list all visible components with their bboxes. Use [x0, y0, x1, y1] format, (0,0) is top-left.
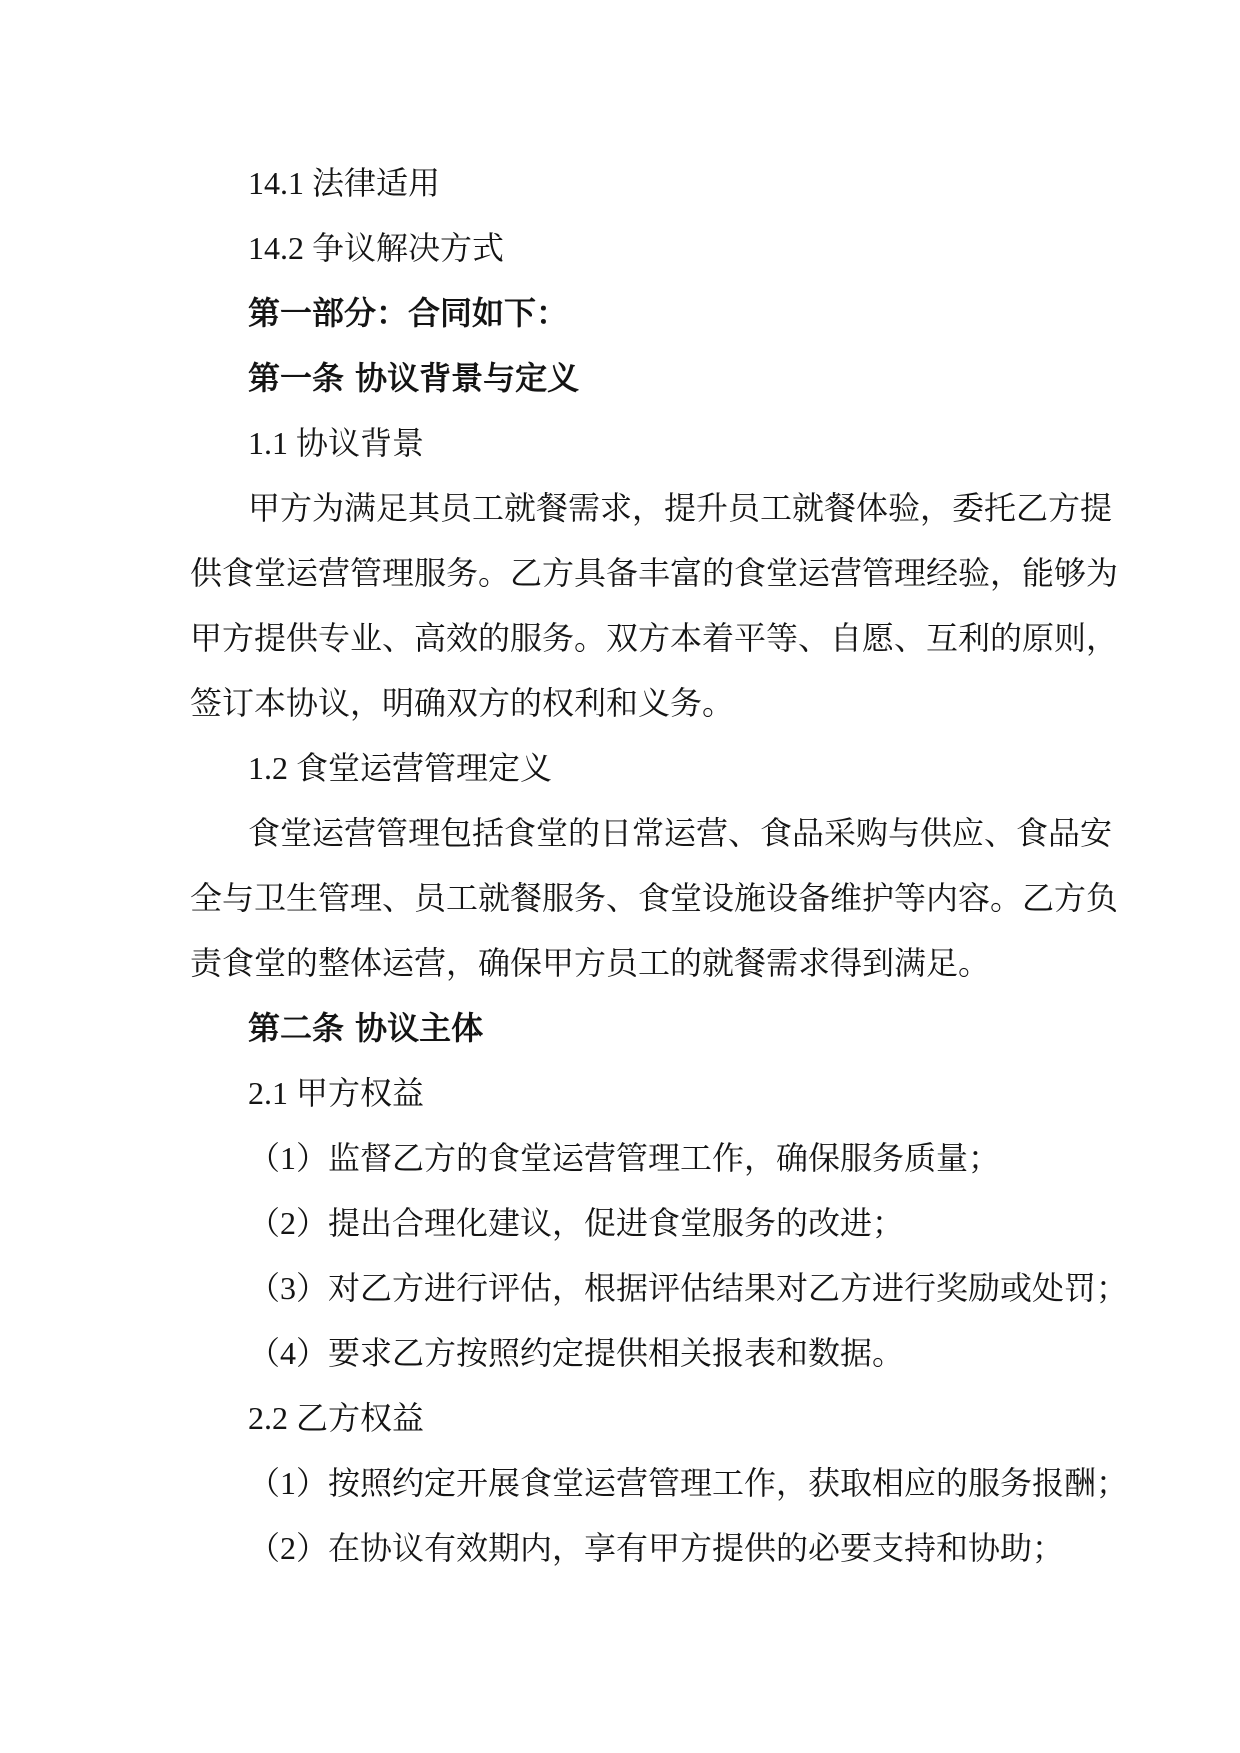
- definition-paragraph-line-3: 责食堂的整体运营，确保甲方员工的就餐需求得到满足。: [190, 945, 991, 981]
- background-paragraph-line-2: 供食堂运营管理服务。乙方具备丰富的食堂运营管理经验，能够为: [190, 555, 1119, 591]
- article-two-heading: 第二条 协议主体: [248, 1009, 484, 1047]
- party-b-right-1: （1）按照约定开展食堂运营管理工作，获取相应的服务报酬；: [248, 1465, 1129, 1501]
- article-one-heading: 第一条 协议背景与定义: [248, 359, 580, 397]
- section-1-2-heading: 1.2 食堂运营管理定义: [248, 750, 553, 786]
- party-b-right-2: （2）在协议有效期内，享有甲方提供的必要支持和协助；: [248, 1530, 1065, 1566]
- background-paragraph-line-3: 甲方提供专业、高效的服务。双方本着平等、自愿、互利的原则，: [190, 620, 1119, 656]
- section-14-1-heading: 14.1 法律适用: [248, 165, 441, 201]
- section-14-2-heading: 14.2 争议解决方式: [248, 230, 505, 266]
- party-a-right-1: （1）监督乙方的食堂运营管理工作，确保服务质量；: [248, 1140, 1001, 1176]
- party-a-right-2: （2）提出合理化建议，促进食堂服务的改进；: [248, 1205, 905, 1241]
- party-a-right-3: （3）对乙方进行评估，根据评估结果对乙方进行奖励或处罚；: [248, 1270, 1129, 1306]
- background-paragraph-line-4: 签订本协议，明确双方的权利和义务。: [190, 685, 735, 721]
- definition-paragraph-line-2: 全与卫生管理、员工就餐服务、食堂设施设备维护等内容。乙方负: [190, 880, 1119, 916]
- party-a-right-4: （4）要求乙方按照约定提供相关报表和数据。: [248, 1335, 905, 1371]
- section-2-1-heading: 2.1 甲方权益: [248, 1075, 425, 1111]
- part-one-heading: 第一部分：合同如下：: [248, 294, 569, 332]
- section-2-2-heading: 2.2 乙方权益: [248, 1400, 425, 1436]
- section-1-1-heading: 1.1 协议背景: [248, 425, 425, 461]
- background-paragraph-line-1: 甲方为满足其员工就餐需求，提升员工就餐体验，委托乙方提: [248, 490, 1113, 526]
- definition-paragraph-line-1: 食堂运营管理包括食堂的日常运营、食品采购与供应、食品安: [248, 815, 1113, 851]
